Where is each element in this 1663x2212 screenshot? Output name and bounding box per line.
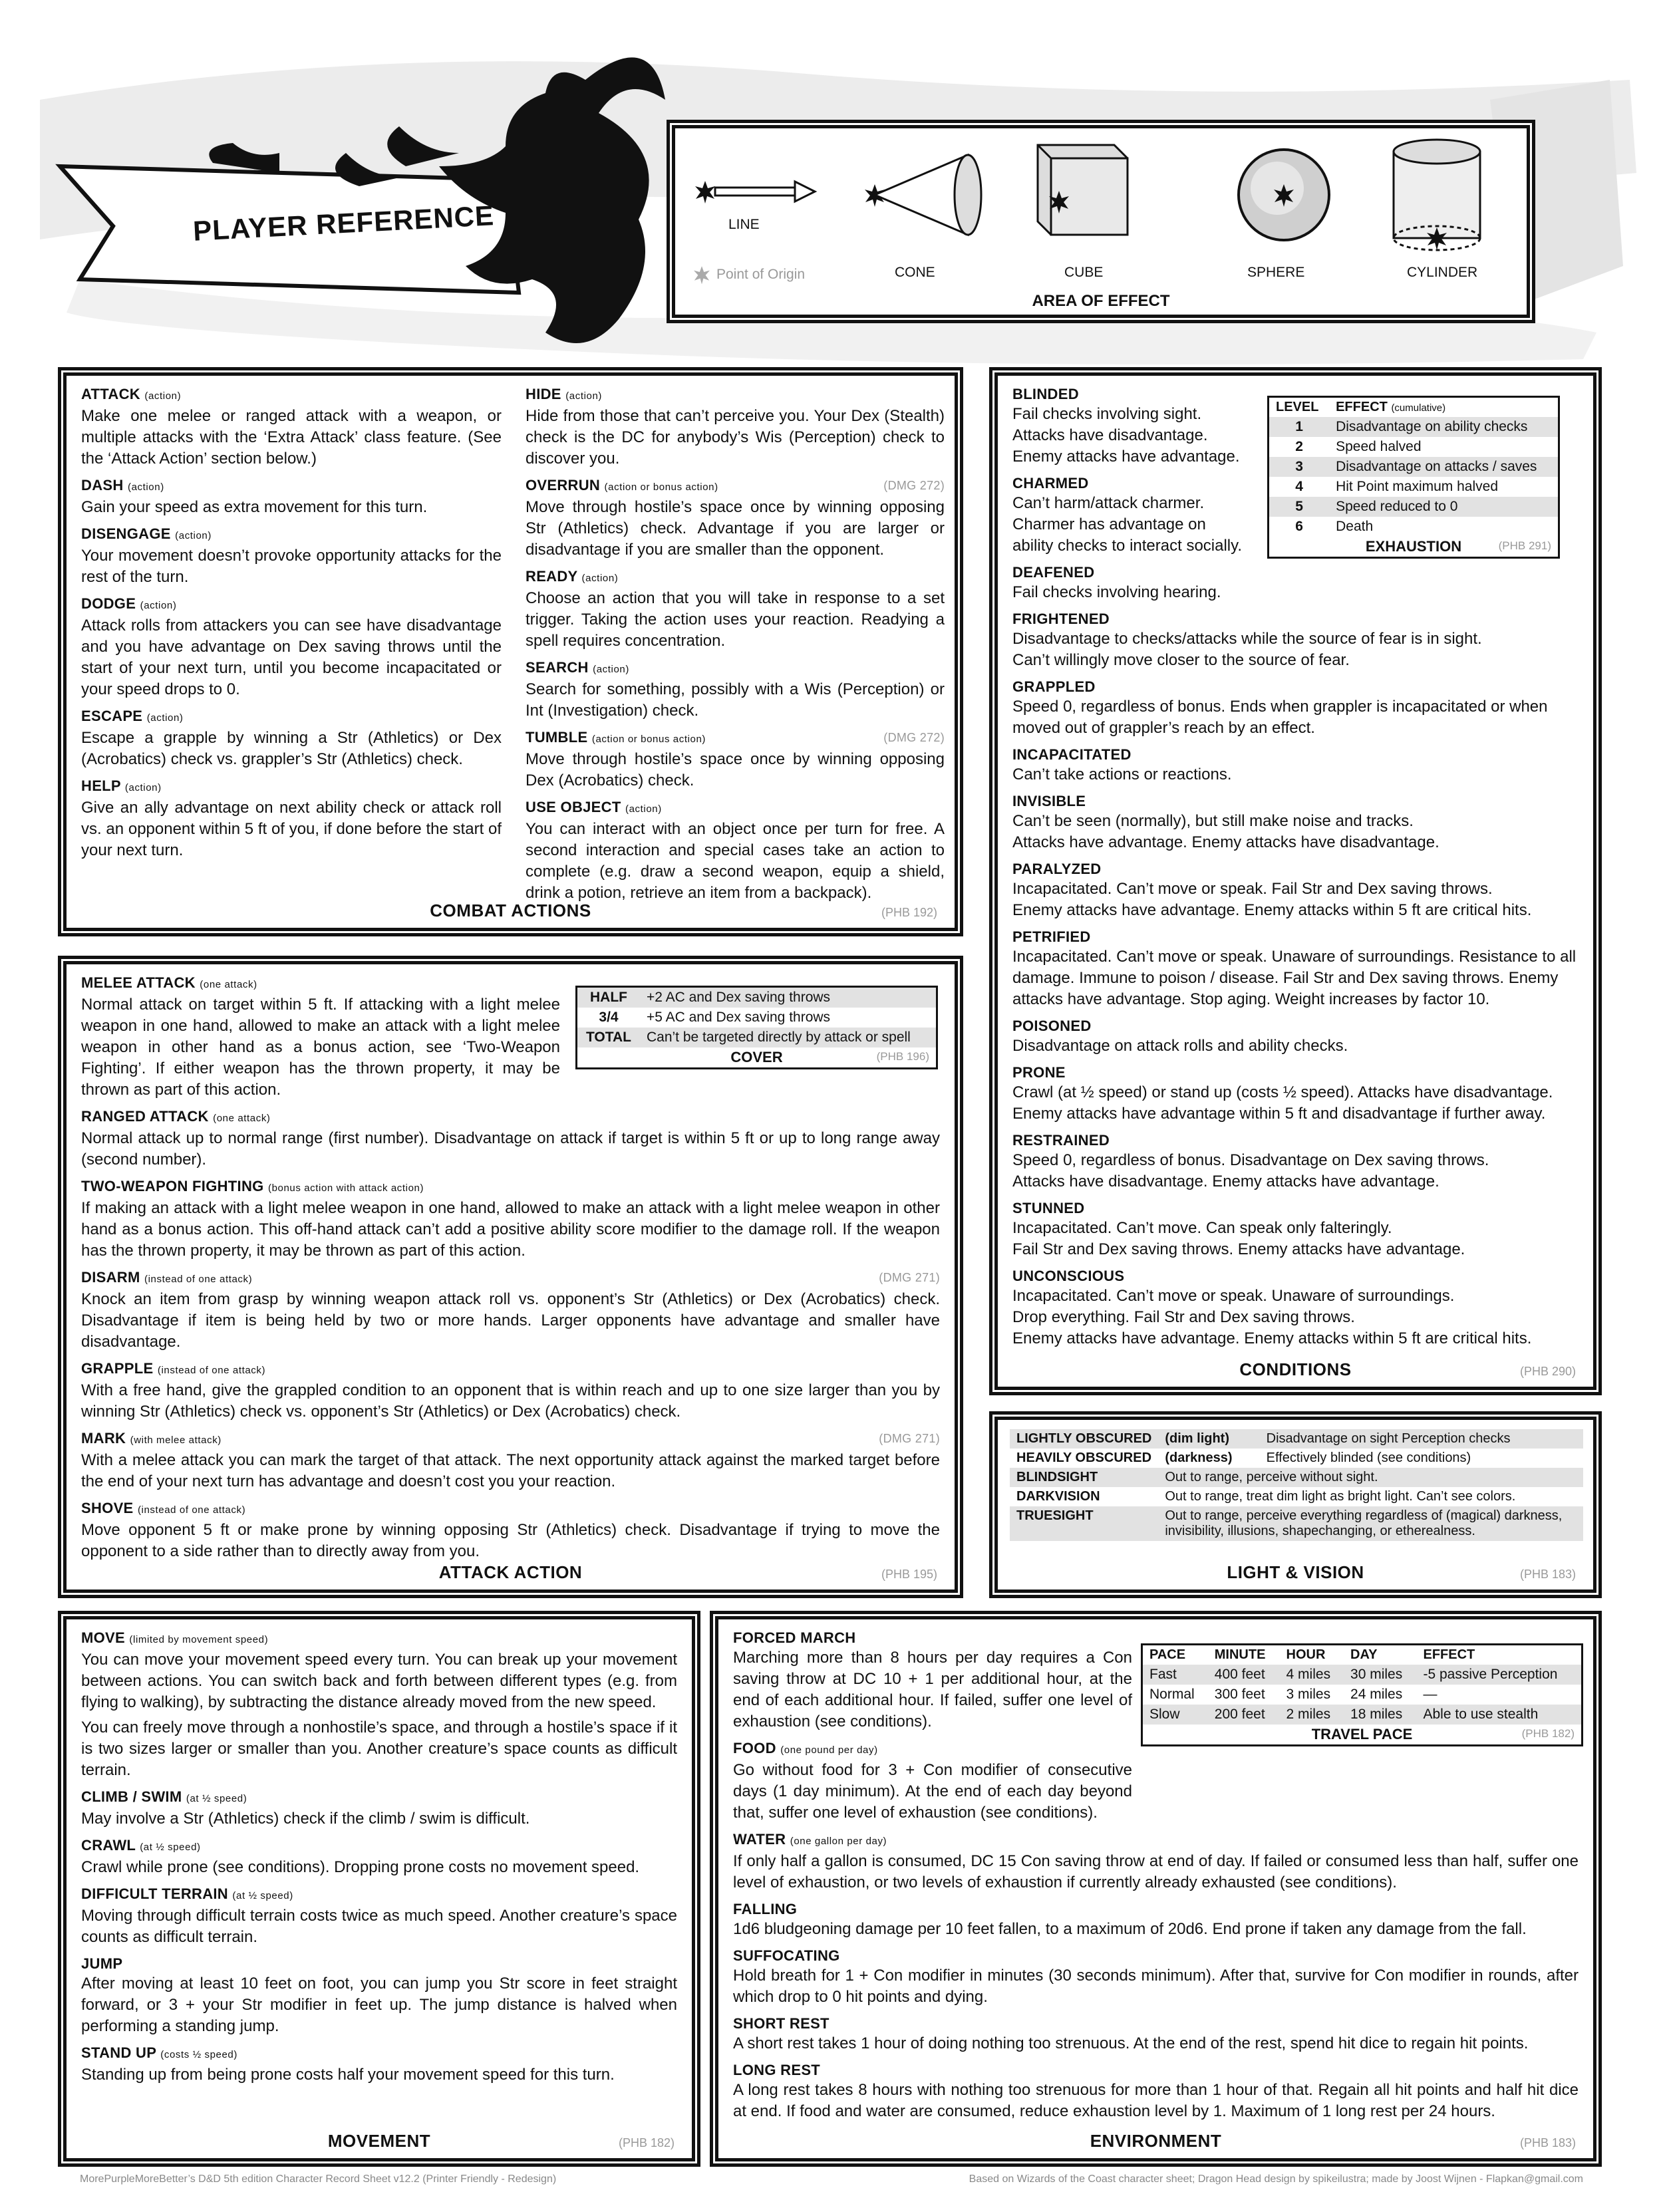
shape-label-sphere: SPHERE (1247, 265, 1305, 280)
entry-name: CLIMB / SWIM (81, 1788, 182, 1805)
entry-name: PETRIFIED (1012, 928, 1091, 945)
entry-heading (81, 1268, 940, 1289)
entry-text: A long rest takes 8 hours with nothing too strenuous for more than 1 hour of that. Regain all hit points and half hit dice at end. If food and water are consumed, reduce exhaustion level by 1. Maximum of 1 long rest per 24 hours. (733, 2081, 1579, 2120)
entry-name: CHARMED (1012, 475, 1089, 491)
entry-name: BLINDED (1012, 386, 1079, 402)
entry-line: Incapacitated. Can’t move. Can speak only falteringly. (1012, 1219, 1392, 1237)
obscured-name: HEAVILY OBSCURED (1016, 1451, 1152, 1465)
entry-heading (1012, 746, 1579, 764)
entry-name: DIFFICULT TERRAIN (81, 1885, 228, 1902)
entry-heading (81, 1885, 677, 1905)
entry-name: TUMBLE (526, 729, 588, 746)
entry-name: JUMP (81, 1955, 123, 1972)
travel-cell: Able to use stealth (1417, 1705, 1582, 1725)
aoe-shapes (675, 128, 1527, 315)
entry-text: Your movement doesn’t provoke opportunity attacks for the rest of the turn. (81, 547, 502, 586)
entry-tag: (action) (565, 390, 603, 402)
conditions-panel (994, 372, 1596, 1390)
exhaustion-effect: Disadvantage on attacks / saves (1329, 457, 1558, 477)
entry-name: READY (526, 568, 578, 585)
entry-tag: (action) (581, 573, 619, 584)
attack-action-ref: (PHB 195) (881, 1568, 937, 1581)
sense-effect: Out to range, perceive without sight. (1158, 1468, 1583, 1487)
entry-heading (1012, 1063, 1579, 1082)
entry-name: FOOD (733, 1740, 776, 1756)
entry-heading (81, 1788, 677, 1808)
entry-heading (81, 595, 502, 615)
travel-cell: Normal (1149, 1687, 1195, 1702)
entry-tag: (action) (127, 482, 164, 493)
travel-cell: 3 miles (1286, 1687, 1331, 1702)
entry-name: DISENGAGE (81, 525, 171, 542)
exhaustion-effect: Hit Point maximum halved (1336, 479, 1499, 494)
entry-name: OVERRUN (526, 477, 601, 493)
entry-text: Escape a grapple by winning a Str (Athletics) or Dex (Acrobatics) check vs. grappler’s Str (Athletics) check. (81, 729, 502, 768)
aoe-panel (672, 125, 1530, 318)
exhaustion-effect: Speed halved (1336, 439, 1422, 454)
entry-line: Enemy attacks have advantage. Enemy attacks within 5 ft are critical hits. (1012, 1329, 1532, 1347)
exhaustion-level: 4 (1295, 479, 1303, 494)
obscured-kind: (darkness) (1165, 1451, 1233, 1465)
shape-label-line: LINE (728, 217, 760, 232)
entry-name: HELP (81, 777, 121, 794)
entry-text: Attack rolls from attackers you can see have disadvantage and you have advantage on Dex saving throws until the start of your next turn, until you become incapacitated or your speed drops to 0. (81, 617, 502, 698)
entry-heading (1012, 928, 1579, 946)
entry-heading (733, 1739, 1132, 1760)
environment-panel (715, 1616, 1596, 2161)
sphere-shape (1239, 150, 1329, 240)
entry-heading (81, 1499, 940, 1520)
light-vision-table (1010, 1429, 1583, 1541)
entry-name: CRAWL (81, 1837, 136, 1854)
entry-ref: (DMG 272) (883, 731, 945, 744)
entry-tag: (at ½ speed) (232, 1890, 293, 1901)
entry-line: Drop everything. Fail Str and Dex saving throws. (1012, 1308, 1355, 1326)
travel-cell: 200 feet (1208, 1705, 1280, 1725)
entry-name: RANGED ATTACK (81, 1108, 209, 1125)
cover-effect: +5 AC and Dex saving throws (646, 1010, 831, 1025)
entry-text: Normal attack up to normal range (first number). Disadvantage on attack if target is within 5 ft or up to long range away (second number). (81, 1129, 940, 1169)
entry-heading (81, 525, 502, 545)
entry-name: TWO-WEAPON FIGHTING (81, 1178, 264, 1194)
entry-name: FORCED MARCH (733, 1629, 856, 1646)
entry-text: Knock an item from grasp by winning weapon attack roll vs. opponent’s Str (Athletics) or Dex (Acrobatics) check. Disadvantage if item is being held by two or more hands. Larger opponents have advantage and smaller have disadvantage. (81, 1290, 940, 1351)
entry-text: If only half a gallon is consumed, DC 15 Con saving throw at end of day. If failed or consumed less than half, suffer one level of exhaustion, or two levels of exhaustion if currently already exhausted (see conditions). (733, 1852, 1579, 1891)
entry-line: Disadvantage to checks/attacks while the source of fear is in sight. (1012, 630, 1482, 648)
entry-heading (81, 1836, 677, 1857)
entry-heading (81, 1107, 940, 1128)
light-vision-ref: (PHB 183) (1519, 1568, 1576, 1581)
entry-name: MOVE (81, 1629, 125, 1646)
conditions-title: CONDITIONS (1239, 1359, 1352, 1379)
entry-line: Incapacitated. Can’t move or speak. Unaware of surroundings. Resistance to all damage. Immune to poison / disease. Fail Str and Dex saving throws. Enemy attacks have advantage. Stop aging. Weight increases by factor 10. (1012, 948, 1577, 1008)
travel-cell: 30 miles (1344, 1665, 1416, 1685)
footer-left: MorePurpleMoreBetter’s D&D 5th edition Character Record Sheet v12.2 (Printer Friendly - Redesign) (80, 2173, 557, 2185)
entry-text: If making an attack with a light melee weapon in one hand, allowed to make an attack with a light melee weapon in other hand as a bonus action. This off-hand attack can’t add a positive ability score modifier to the damage roll. If the weapon has the thrown property, it may be thrown as part of this action. (81, 1199, 940, 1260)
obscured-effect: Disadvantage on sight Perception checks (1260, 1429, 1583, 1449)
entry-text: Give an ally advantage on next ability check or attack roll vs. an opponent within 5 ft of you, if done before the start of your next turn. (81, 799, 502, 859)
entry-heading (1012, 1267, 1579, 1286)
entry-tag: (one pound per day) (780, 1744, 878, 1756)
entry-text: Marching more than 8 hours per day requires a Con saving throw at DC 10 + 1 per additional hour, at the end of each additional hour. If failed, suffer one level of exhaustion (see conditions). (733, 1649, 1132, 1730)
entry-text: Search for something, possibly with a Wis (Perception) or Int (Investigation) check. (526, 680, 945, 720)
entry-name: GRAPPLED (1012, 678, 1096, 695)
entry-name: DEAFENED (1012, 564, 1095, 581)
entry-name: ATTACK (81, 386, 140, 402)
sense-row (1010, 1487, 1583, 1506)
entry-heading (1012, 860, 1579, 879)
entry-name: PRONE (1012, 1064, 1066, 1081)
entry-text: You can freely move through a nonhostile’s space, and through a hostile’s space if it is two sizes larger or smaller than you. Another creature’s space counts as difficult terrain. (81, 1719, 677, 1779)
travel-cell: 24 miles (1350, 1687, 1403, 1702)
entry-text: Hide from those that can’t perceive you. Your Dex (Stealth) check is the DC for anybody’s Wis (Perception) check to discover you. (526, 407, 945, 468)
line-shape (695, 181, 815, 204)
travel-cell: 300 feet (1214, 1687, 1265, 1702)
entry-tag: (one attack) (213, 1113, 271, 1124)
entry-text: Moving through difficult terrain costs twice as much speed. Another creature’s space counts as difficult terrain. (81, 1907, 677, 1946)
entry-tag: (action) (144, 390, 182, 402)
cover-effect: Can’t be targeted directly by attack or spell (640, 1028, 936, 1047)
entry-tag: (at ½ speed) (186, 1793, 247, 1804)
sense-row (1010, 1506, 1583, 1541)
entry-text: Move opponent 5 ft or make prone by winning opposing Str (Athletics) check. Disadvantage if trying to move the opponent to a side rather than to directly away from you. (81, 1521, 940, 1560)
combat-actions-title: COMBAT ACTIONS (430, 900, 591, 920)
entry-name: DISARM (81, 1269, 140, 1286)
obscured-row (1010, 1449, 1583, 1468)
entry-text: With a melee attack you can mark the target of that attack. The next opportunity attack against the marked target before the end of your next turn has advantage and doesn’t cost you your reaction. (81, 1451, 940, 1490)
movement-panel (63, 1616, 695, 2161)
entry-line: Can’t be seen (normally), but still make noise and tracks. (1012, 812, 1414, 830)
entry-text: Gain your speed as extra movement for this turn. (81, 498, 428, 516)
exhaustion-row (1269, 517, 1558, 537)
conditions-ref: (PHB 290) (1519, 1365, 1576, 1378)
cover-effect: +2 AC and Dex saving throws (640, 988, 936, 1008)
movement-list (81, 1629, 677, 2086)
entry-tag: (with melee attack) (130, 1435, 222, 1446)
entry-heading (81, 2044, 677, 2064)
exhaustion-row (1269, 437, 1558, 457)
entry-name: LONG REST (733, 2062, 821, 2078)
entry-line: Can’t willingly move closer to the source of fear. (1012, 651, 1350, 669)
entry-name: SEARCH (526, 659, 589, 676)
entry-tag: (action or bonus action) (604, 482, 718, 493)
entry-text: May involve a Str (Athletics) check if the climb / swim is difficult. (81, 1810, 530, 1828)
entry-heading (733, 2061, 1579, 2080)
exhaustion-row (1269, 417, 1558, 437)
exhaustion-level: 3 (1269, 457, 1329, 477)
entry-line: Attacks have advantage. Enemy attacks have disadvantage. (1012, 833, 1439, 851)
entry-heading (1012, 610, 1579, 628)
entry-name: STUNNED (1012, 1200, 1085, 1216)
entry-line: Attacks have disadvantage. (1012, 426, 1208, 444)
entry-name: SHORT REST (733, 2015, 830, 2032)
entry-heading (733, 1947, 1579, 1965)
entry-tag: (costs ½ speed) (160, 2049, 237, 2060)
combat-actions-panel (63, 372, 958, 931)
entry-tag: (action) (124, 782, 162, 793)
shape-label-cube: CUBE (1064, 265, 1104, 280)
entry-line: Attacks have disadvantage. Enemy attacks have advantage. (1012, 1173, 1439, 1190)
cover-level: HALF (577, 988, 640, 1008)
entry-line: Can’t harm/attack charmer. (1012, 494, 1205, 512)
entry-heading (1012, 678, 1579, 696)
entry-text: Choose an action that you will take in response to a set trigger. Taking the action uses your reaction. Readying a spell requires concentration. (526, 589, 945, 650)
entry-name: ESCAPE (81, 708, 143, 724)
travel-pace-title: TRAVEL PACE (1311, 1726, 1413, 1742)
exhaustion-level: 6 (1295, 519, 1303, 534)
entry-tag: (action) (593, 664, 629, 675)
sense-effect: Out to range, treat dim light as bright light. Can’t see colors. (1165, 1489, 1516, 1504)
combat-right-column (526, 385, 945, 904)
entry-name: FRIGHTENED (1012, 611, 1110, 627)
entry-heading (1012, 1017, 1579, 1036)
entry-heading (733, 1629, 1132, 1647)
shape-label-cylinder: CYLINDER (1407, 265, 1478, 280)
entry-tag: (one gallon per day) (790, 1836, 887, 1847)
entry-heading (1012, 385, 1265, 404)
entry-text: Make one melee or ranged attack with a weapon, or multiple attacks with the ‘Extra Attack’ class feature. (See the ‘Attack Action’ section below.) (81, 407, 502, 468)
entry-line: Speed 0, regardless of bonus. Ends when grappler is incapacitated or when moved out of grappler’s reach by an effect. (1012, 698, 1548, 737)
obscured-name: LIGHTLY OBSCURED (1010, 1429, 1158, 1449)
entry-line: Can’t take actions or reactions. (1012, 765, 1232, 783)
travel-cell: Slow (1143, 1705, 1208, 1725)
travel-cell: 400 feet (1208, 1665, 1280, 1685)
entry-name: HIDE (526, 386, 561, 402)
entry-line: Enemy attacks have advantage. (1012, 448, 1240, 466)
entry-line: ability checks to interact socially. (1012, 537, 1243, 555)
entry-text: 1d6 bludgeoning damage per 10 feet fallen, to a maximum of 20d6. End prone if taken any damage from the fall. (733, 1920, 1527, 1938)
entry-tag: (limited by movement speed) (129, 1634, 269, 1645)
entry-name: USE OBJECT (526, 799, 621, 815)
exhaustion-effect: Disadvantage on ability checks (1329, 417, 1558, 437)
entry-name: MARK (81, 1430, 126, 1447)
entry-heading (526, 476, 945, 497)
entry-name: INCAPACITATED (1012, 746, 1132, 763)
entry-tag: (bonus action with attack action) (267, 1182, 424, 1194)
cover-level: TOTAL (577, 1028, 640, 1047)
entry-name: GRAPPLE (81, 1360, 154, 1377)
attack-action-title: ATTACK ACTION (438, 1562, 583, 1582)
travel-head-cell: PACE (1149, 1647, 1186, 1662)
exhaustion-row (1269, 497, 1558, 517)
aoe-title: AREA OF EFFECT (1032, 292, 1170, 310)
entry-line: Disadvantage on attack rolls and ability checks. (1012, 1037, 1348, 1055)
footer-right: Based on Wizards of the Coast character sheet; Dragon Head design by spikeilustra; made by Joost Wijnen - Flapkan@gmail.com (969, 2173, 1583, 2185)
entry-line: Fail checks involving hearing. (1012, 583, 1221, 601)
entry-name: DODGE (81, 595, 136, 612)
cover-title: COVER (730, 1049, 783, 1065)
entry-text: Hold breath for 1 + Con modifier in minutes (30 seconds minimum). After that, survive for Con modifier in rounds, after which drop to 0 hit points and dying. (733, 1967, 1579, 2006)
entry-tag: (at ½ speed) (140, 1842, 201, 1853)
entry-heading (1012, 474, 1265, 493)
entry-heading (81, 1629, 677, 1649)
entry-heading (81, 1359, 940, 1380)
environment-title: ENVIRONMENT (1090, 2131, 1222, 2151)
exhaustion-table (1267, 396, 1560, 559)
sense-name: DARKVISION (1016, 1489, 1100, 1504)
exhaustion-row (1269, 477, 1558, 497)
light-vision-panel (994, 1417, 1596, 1593)
entry-heading (81, 777, 502, 797)
movement-ref: (PHB 182) (618, 2136, 675, 2149)
travel-cell: — (1423, 1687, 1437, 1702)
combat-left-column (81, 385, 502, 861)
entry-tag: (action) (625, 803, 662, 815)
entry-text: After moving at least 10 feet on foot, you can jump you Str score in feet straight forward, or 3 + your Str modifier in feet up. The jump distance is halved when performing a standing jump. (81, 1975, 677, 2035)
entry-name: WATER (733, 1831, 786, 1848)
exhaustion-ref: (PHB 291) (1498, 539, 1551, 552)
entry-line: Fail Str and Dex saving throws. Enemy attacks have advantage. (1012, 1240, 1465, 1258)
exhaustion-effect: Death (1336, 519, 1374, 534)
entry-line: Crawl (at ½ speed) or stand up (costs ½ speed). Attacks have disadvantage. Enemy attacks have advantage within 5 ft and disadvantage if further away. (1012, 1083, 1553, 1123)
shape-label-cone: CONE (895, 265, 935, 280)
cover-row (577, 1028, 936, 1047)
sense-effect: Out to range, perceive everything regardless of (magical) darkness, invisibility, illusions, shapechanging, or etherealness. (1158, 1506, 1583, 1541)
entry-tag: (action) (175, 530, 212, 541)
entry-text: Move through hostile’s space once by winning opposing Dex (Acrobatics) check. (526, 750, 945, 789)
exhaustion-row (1269, 457, 1558, 477)
cylinder-shape (1394, 140, 1480, 250)
exhaustion-level: 1 (1269, 417, 1329, 437)
entry-text: Normal attack on target within 5 ft. If attacking with a light melee weapon in one hand, allowed to make an attack with a light melee weapon in other hand as a bonus action, see ‘Two-Weapon Fighting’. If either weapon has the thrown property, it may be thrown as part of this action. (81, 996, 560, 1099)
entry-heading (1012, 1199, 1579, 1218)
exhaustion-head-effect: EFFECT (cumulative) (1336, 400, 1446, 414)
entry-tag: (action or bonus action) (591, 734, 706, 745)
sense-name: BLINDSIGHT (1010, 1468, 1158, 1487)
cover-table (575, 986, 938, 1069)
sense-name: TRUESIGHT (1010, 1506, 1158, 1541)
entry-name: SUFFOCATING (733, 1947, 840, 1964)
obscured-effect: Effectively blinded (see conditions) (1266, 1451, 1471, 1465)
entry-text: You can move your movement speed every turn. You can break up your movement between actions. You can switch back and forth between different types (e.g. from flying to walking), by subtracting the distance already moved from the new speed. (81, 1651, 677, 1711)
exhaustion-head-level: LEVEL (1276, 400, 1319, 414)
travel-head-cell: MINUTE (1214, 1647, 1266, 1662)
entry-heading (1012, 563, 1265, 582)
entry-heading (81, 1177, 940, 1198)
entry-name: POISONED (1012, 1018, 1092, 1034)
entry-text: Move through hostile’s space once by winning opposing Str (Athletics) check. Advantage if you are larger or disadvantage if you are smaller than the opponent. (526, 498, 945, 559)
combat-actions-ref: (PHB 192) (881, 906, 937, 919)
entry-ref: (DMG 271) (879, 1271, 940, 1284)
entry-text: Standing up from being prone costs half your movement speed for this turn. (81, 2066, 615, 2084)
entry-heading (733, 1830, 1579, 1851)
movement-title: MOVEMENT (327, 2131, 431, 2151)
point-of-origin-icon (694, 266, 710, 284)
exhaustion-effect: Speed reduced to 0 (1329, 497, 1558, 517)
entry-name: RESTRAINED (1012, 1132, 1110, 1149)
travel-cell: 18 miles (1344, 1705, 1416, 1725)
obscured-kind: (dim light) (1158, 1429, 1259, 1449)
entry-tag: (instead of one attack) (157, 1365, 266, 1376)
entry-heading (1012, 1131, 1579, 1150)
entry-heading (526, 567, 945, 588)
travel-cell: Fast (1143, 1665, 1208, 1685)
entry-line: Charmer has advantage on (1012, 515, 1206, 533)
entry-heading (526, 658, 945, 679)
travel-row (1143, 1685, 1581, 1705)
cover-row (577, 988, 936, 1008)
entry-name: SHOVE (81, 1500, 134, 1516)
entry-text: Crawl while prone (see conditions). Dropping prone costs no movement speed. (81, 1858, 640, 1876)
entry-heading (733, 2014, 1579, 2033)
cone-shape (865, 155, 981, 235)
entry-heading (81, 385, 502, 406)
travel-cell: -5 passive Perception (1417, 1665, 1582, 1685)
entry-heading (526, 385, 945, 406)
travel-head-cell: HOUR (1286, 1647, 1326, 1662)
entry-name: MELEE ATTACK (81, 974, 196, 991)
entry-heading (733, 1900, 1579, 1919)
entry-name: PARALYZED (1012, 861, 1102, 877)
obscured-row (1010, 1429, 1583, 1449)
entry-tag: (instead of one attack) (144, 1274, 253, 1285)
entry-ref: (DMG 271) (879, 1432, 940, 1445)
environment-ref: (PHB 183) (1519, 2136, 1576, 2149)
cover-ref: (PHB 196) (876, 1050, 929, 1063)
entry-heading (526, 728, 945, 749)
entry-line: Fail checks involving sight. (1012, 405, 1202, 423)
entry-name: INVISIBLE (1012, 793, 1086, 809)
entry-name: STAND UP (81, 2044, 156, 2061)
entry-heading (81, 707, 502, 728)
travel-row (1143, 1665, 1581, 1685)
entry-text: You can interact with an object once per turn for free. A second interaction and special cases take an action to complete (e.g. draw a second weapon, equip a shield, drink a potion, retrieve an item from a backpack). (526, 820, 945, 902)
entry-tag: (instead of one attack) (137, 1504, 246, 1516)
travel-head-cell: DAY (1350, 1647, 1378, 1662)
travel-cell: 4 miles (1280, 1665, 1344, 1685)
entry-tag: (action) (140, 600, 177, 611)
travel-head-cell: EFFECT (1423, 1647, 1475, 1662)
exhaustion-level: 2 (1295, 439, 1303, 454)
travel-pace-table (1141, 1643, 1583, 1746)
page-title: PLAYER REFERENCE (192, 200, 496, 247)
entry-name: FALLING (733, 1901, 798, 1917)
entry-text: With a free hand, give the grappled condition to an opponent that is within reach and up to one size larger than you by winning Str (Athletics) check vs. opponent’s Str (Athletics) or Dex (Acrobatics) check. (81, 1381, 940, 1421)
entry-heading (526, 798, 945, 819)
travel-row (1143, 1705, 1581, 1725)
cube-shape (1038, 145, 1128, 235)
entry-name: DASH (81, 477, 124, 493)
light-vision-title: LIGHT & VISION (1227, 1562, 1364, 1582)
entry-line: Incapacitated. Can’t move or speak. Unaware of surroundings. (1012, 1287, 1455, 1305)
exhaustion-level: 5 (1269, 497, 1329, 517)
entry-text: Go without food for 3 + Con modifier of consecutive days (1 day minimum). At the end of each day beyond that, suffer one level of exhaustion (see conditions). (733, 1761, 1132, 1822)
entry-tag: (one attack) (200, 979, 257, 990)
entry-line: Incapacitated. Can’t move or speak. Fail Str and Dex saving throws. (1012, 880, 1493, 898)
entry-line: Speed 0, regardless of bonus. Disadvantage on Dex saving throws. (1012, 1151, 1489, 1169)
entry-ref: (DMG 272) (883, 479, 945, 492)
entry-heading (1012, 792, 1579, 811)
entry-heading (81, 974, 560, 994)
sense-row (1010, 1468, 1583, 1487)
travel-pace-ref: (PHB 182) (1521, 1727, 1575, 1740)
exhaustion-title: EXHAUSTION (1365, 538, 1462, 555)
cover-row (577, 1008, 936, 1028)
entry-line: Enemy attacks have advantage. Enemy attacks within 5 ft are critical hits. (1012, 901, 1532, 919)
entry-heading (81, 1429, 940, 1450)
travel-cell: 2 miles (1280, 1705, 1344, 1725)
entry-tag: (action) (146, 712, 184, 724)
entry-heading (81, 476, 502, 497)
point-of-origin-label: Point of Origin (716, 267, 806, 282)
cover-level: 3/4 (599, 1010, 619, 1025)
entry-text: A short rest takes 1 hour of doing nothing too strenuous. At the end of the rest, spend hit dice to regain hit points. (733, 2034, 1529, 2052)
attack-action-panel (63, 961, 958, 1593)
entry-name: UNCONSCIOUS (1012, 1268, 1125, 1284)
entry-heading (81, 1955, 677, 1973)
